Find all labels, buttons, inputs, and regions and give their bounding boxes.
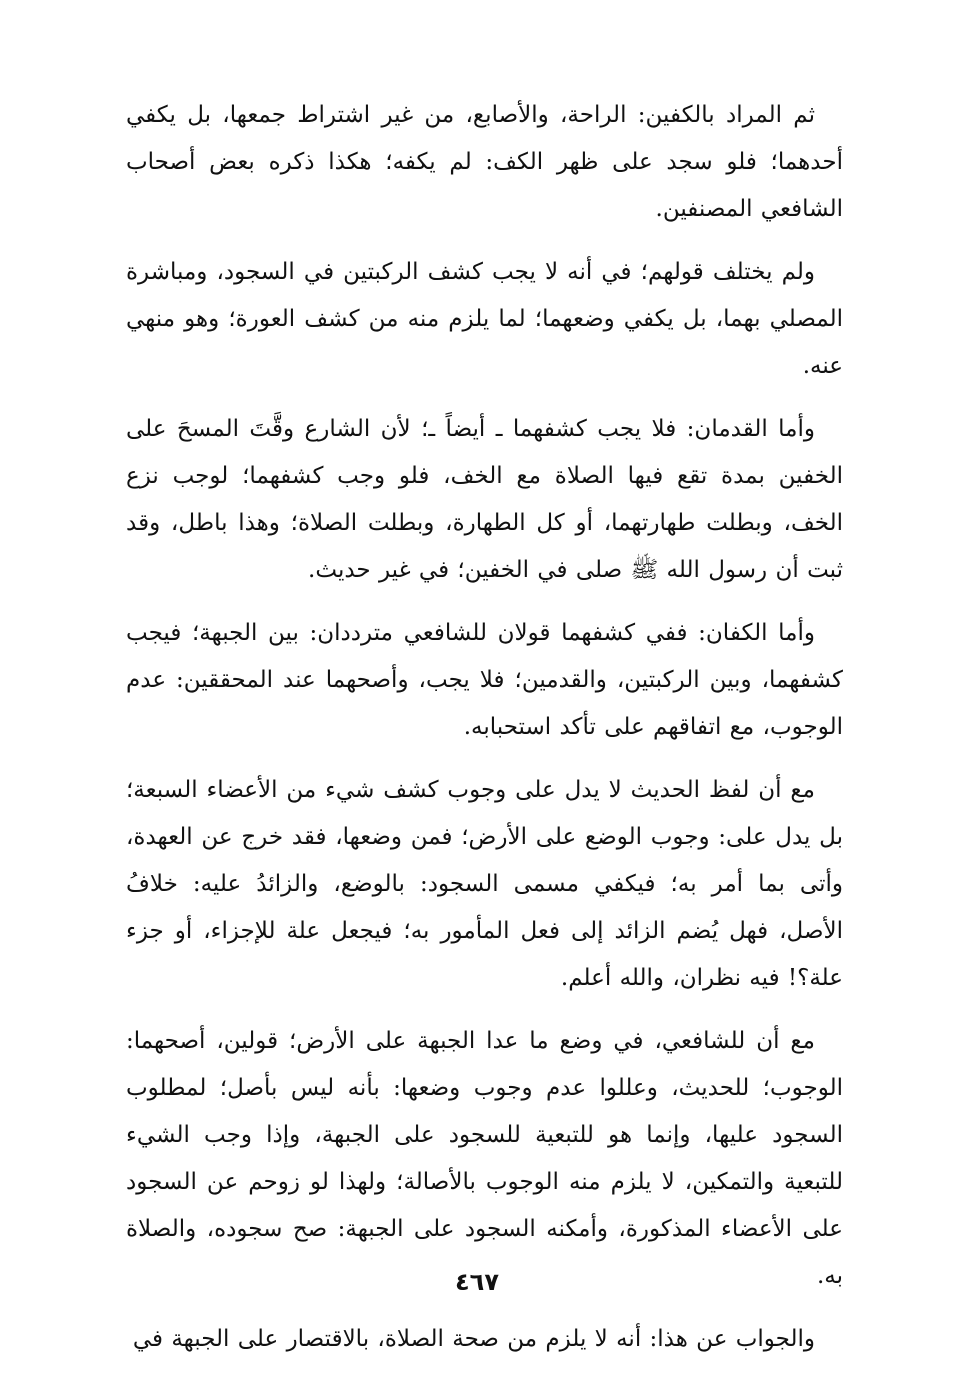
paragraph-7: والجواب عن هذا: أنه لا يلزم من صحة الصلاة، بالاقتصار على الجبهة في xyxy=(132,1326,815,1352)
paragraph-6: مع أن للشافعي، في وضع ما عدا الجبهة على الأرض؛ قولين، أصحهما: الوجوب؛ للحديث، وعللوا عدم وجوب وضعها: بأنه ليس بأصل؛ لمطلوب السجود عليها، وإنما هو للتبعية للسجود على الجبهة، وإذا وجب الشيء للتبعية والتمكين، لا يلزم منه الوجوب بالأصالة؛ ولهذا لو زوحم عن السجود على الأعضاء المذكورة، وأمكنه السجود على الجبهة: صح سجوده، والصلاة به. xyxy=(126,1028,843,1289)
paragraph-4: وأما الكفان: ففي كشفهما قولان للشافعي مترددان: بين الجبهة؛ فيجب كشفهما، وبين الركبتين، والقدمين؛ فلا يجب، وأصحهما عند المحققين: عدم الوجوب، مع اتفاقهم على تأكد استحبابه. xyxy=(126,620,843,740)
page-number: ٤٦٧ xyxy=(455,1268,499,1296)
paragraph-1: ثم المراد بالكفين: الراحة، والأصابع، من غير اشتراط جمعها، بل يكفي أحدهما؛ فلو سجد على ظهر الكف: لم يكفه؛ هكذا ذكره بعض أصحاب الشافعي المصنفين. xyxy=(126,102,843,222)
paragraph-2: ولم يختلف قولهم؛ في أنه لا يجب كشف الركبتين في السجود، ومباشرة المصلي بهما، بل يكفي وضعهما؛ لما يلزم منه من كشف العورة؛ وهو منهي عنه. xyxy=(126,259,843,379)
paragraph-3: وأما القدمان: فلا يجب كشفهما ـ أيضاً ـ؛ لأن الشارع وقَّتَ المسحَ على الخفين بمدة تقع فيها الصلاة مع الخف، فلو وجب كشفهما؛ لوجب نزع الخف، وبطلت طهارتهما، أو كل الطهارة، وبطلت الصلاة؛ وهذا باطل، وقد ثبت أن رسول الله ﷺ صلى في الخفين؛ في غير حديث. xyxy=(126,416,843,583)
paragraph-5: مع أن لفظ الحديث لا يدل على وجوب كشف شيء من الأعضاء السبعة؛ بل يدل على: وجوب الوضع على الأرض؛ فمن وضعها، فقد خرج عن العهدة، وأتى بما أمر به؛ فيكفي مسمى السجود: بالوضع، والزائدُ عليه: خلافُ الأصل، فهل يُضم الزائد إلى فعل المأمور به؛ فيجعل علة للإجزاء، أو جزء علة؟! فيه نظران، والله أعلم. xyxy=(126,777,843,991)
